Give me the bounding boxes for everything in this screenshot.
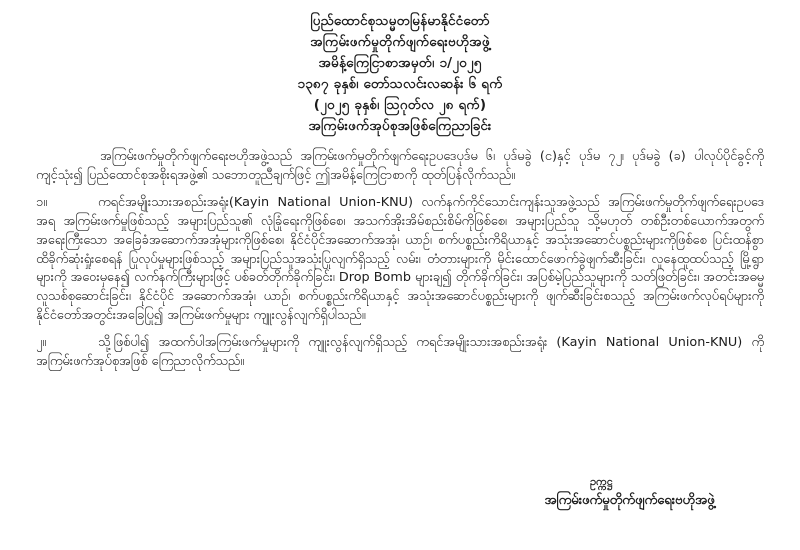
paragraph-1-number: ၁။ [36, 195, 48, 211]
paragraph-1-text: ကရင်အမျိုးသားအစည်းအရုံး(Kayin National Union-KNU) လက်နက်ကိုင်သောင်းကျန်းသူအဖွဲ့သည် အကြမ်းဖက်မှုတိုက်ဖျက်ရေးဥပဒေအရ အကြမ်းဖက်မှုဖြစ်သည့် အများပြည်သူ၏ လုံခြုံရေးကိုဖြစ်စေ၊ အသက်အိုးအိမ်စည်းစိမ်ကိုဖြစ်စေ၊ အများပြည်သူ သို့မဟုတ် တစ်ဦးတစ်ယောက်အတွက် အရေးကြီးသော အခြေခံအဆောက်အအုံများကိုဖြစ်စေ၊ နိုင်ငံပိုင်အဆောက်အအုံ၊ ယာဥ်၊ စက်ပစ္စည်းကိရိယာနှင့် အသုံးအဆောင်ပစ္စည်းများကိုဖြစ်စေ ပြင်းထန်စွာထိခိုက်ဆုံးရှုံးစေရန် ပြုလုပ်မှုများဖြစ်သည့် အများပြည်သူအသုံးပြုလျက်ရှိသည့် လမ်း၊ တံတားများကို မိုင်းထောင်ဖောက်ခွဲဖျက်ဆီးခြင်း၊ လူနေထူထပ်သည့် မြို့ရွာများကို အဝေးမှနေ၍ လက်နက်ကြီးများဖြင့် ပစ်ခတ်တိုက်ခိုက်ခြင်း၊ Drop Bomb များချ၍ တိုက်ခိုက်ခြင်း၊ အပြစ်မဲ့ပြည်သူများကို သတ်ဖြတ်ခြင်း၊ အတင်းအဓမ္မလူသစ်စုဆောင်းခြင်း၊ နိုင်ငံပိုင် အဆောက်အအုံ၊ ယာဥ်၊ စက်ပစ္စည်းကိရိယာနှင့် အသုံးအဆောင်ပစ္စည်းများကို ဖျက်ဆီးခြင်းစသည့် အကြမ်းဖက်လုပ်ရပ်များကို နိုင်ငံတော်အတွင်းအခြေပြု၍ အကြမ်းဖက်မှုများ ကျူးလွန်လျက်ရှိပါသည်။ [36, 195, 764, 323]
paragraph-2-number: ၂။ [36, 335, 47, 351]
document-header [0, 0, 800, 137]
signatory-title: ဥက္ကဋ္ဌ [590, 475, 613, 488]
intro-paragraph [36, 148, 764, 185]
signatory-organization: အကြမ်းဖက်မှုတိုက်ဖျက်ရေးဗဟိုအဖွဲ့ [544, 493, 715, 508]
order-subject: အကြမ်းဖက်အုပ်စုအဖြစ်ကြေညာခြင်း [308, 118, 492, 134]
date-gregorian: (၂၀၂၅ ခုနှစ်၊ ဩဂုတ်လ ၂၈ ရက်) [313, 97, 487, 113]
state-title: ပြည်ထောင်စုသမ္မတမြန်မာနိုင်ငံတော် [310, 13, 490, 29]
intro-paragraph-text: အကြမ်းဖက်မှုတိုက်ဖျက်ရေးဗဟိုအဖွဲ့သည် အကြမ်းဖက်မှုတိုက်ဖျက်ရေးဥပဒေပုဒ်မ ၆၊ ပုဒ်မခွဲ (င)နှင့် ပုဒ်မ ၇၂၊ ပုဒ်မခွဲ (ခ) ပါလုပ်ပိုင်ခွင့်ကိုကျင့်သုံး၍ ပြည်ထောင်စုအစိုးရအဖွဲ့၏ သဘောတူညီချက်ဖြင့် ဤအမိန့်ကြေငြာစာကို ထုတ်ပြန်လိုက်သည်။ [36, 149, 764, 183]
order-number: အမိန့်ကြေငြာစာအမှတ်၊ ၁/၂၀၂၅ [318, 55, 482, 71]
date-myanmar-era: ၁၃၈၇ ခုနှစ်၊ တော်သလင်းလဆန်း ၆ ရက် [297, 76, 503, 92]
document-body [36, 148, 764, 372]
paragraph-1 [36, 194, 764, 325]
paragraph-2-text: သို့ဖြစ်ပါ၍ အထက်ပါအကြမ်းဖက်မှုများကို ကျူးလွန်လျက်ရှိသည့် ကရင်အမျိုးသားအစည်းအရုံး (Kayin National Union-KNU) ကို အကြမ်းဖက်အုပ်စုအဖြစ် ကြေညာလိုက်သည်။ [36, 335, 764, 370]
signature-block [497, 474, 762, 512]
issuing-committee: အကြမ်းဖက်မှုတိုက်ဖျက်ရေးဗဟိုအဖွဲ့ [310, 34, 490, 50]
paragraph-2 [36, 334, 764, 371]
